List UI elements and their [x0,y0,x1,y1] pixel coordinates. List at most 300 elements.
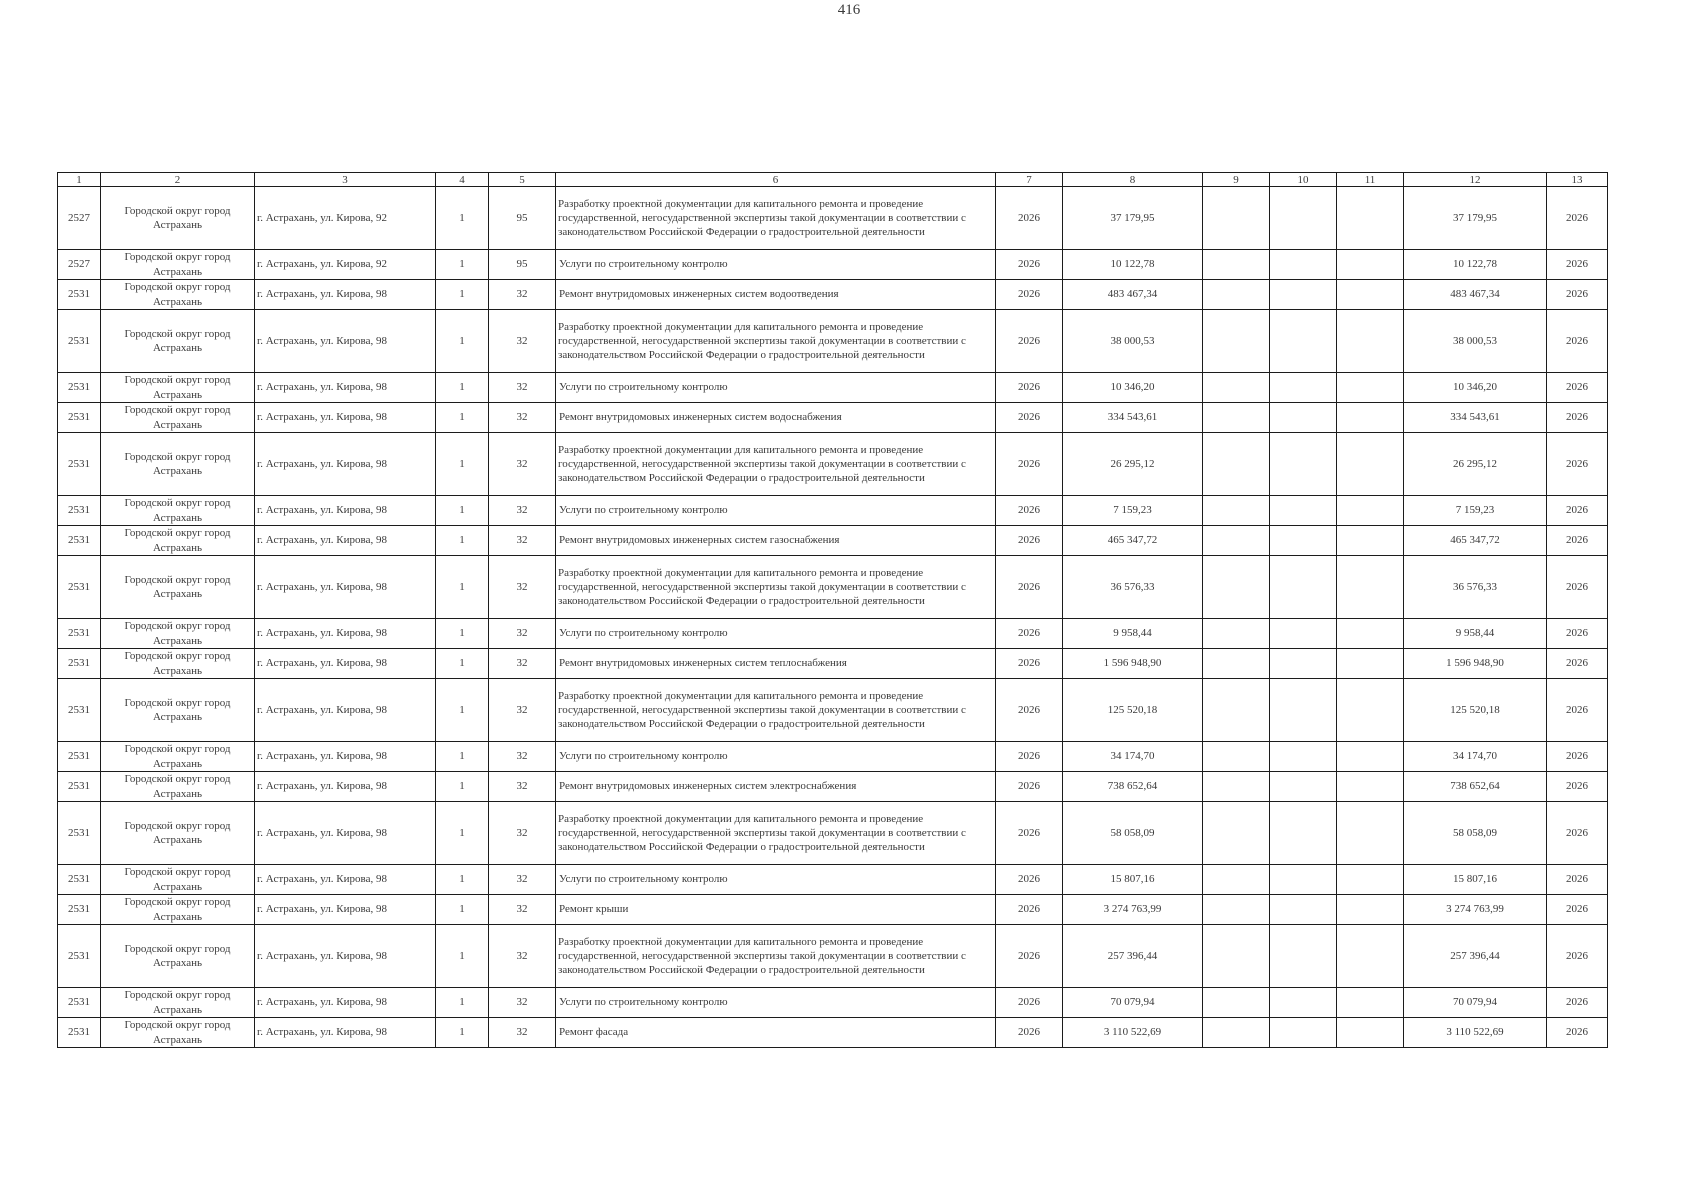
col13-cell: 2026 [1547,403,1608,433]
cost-cell: 36 576,33 [1063,556,1203,619]
col11-cell [1337,496,1404,526]
col11-cell [1337,1018,1404,1048]
cost-cell: 125 520,18 [1063,679,1203,742]
col5-cell: 32 [489,925,556,988]
municipality-cell: Городской округ город Астрахань [101,403,255,433]
work-type-cell: Услуги по строительному контролю [556,619,996,649]
col5-cell: 32 [489,280,556,310]
col10-cell [1270,433,1337,496]
col5-cell: 32 [489,865,556,895]
col13-cell: 2026 [1547,865,1608,895]
column-header: 10 [1270,173,1337,187]
col9-cell [1203,496,1270,526]
table-row [58,988,1608,1018]
col10-cell [1270,772,1337,802]
cost-cell: 70 079,94 [1063,988,1203,1018]
col10-cell [1270,865,1337,895]
column-header: 4 [436,173,489,187]
work-type-cell: Ремонт фасада [556,1018,996,1048]
address-cell: г. Астрахань, ул. Кирова, 98 [255,649,436,679]
year-cell: 2026 [996,187,1063,250]
year-cell: 2026 [996,1018,1063,1048]
row-id-cell: 2531 [58,310,101,373]
col12-cell: 15 807,16 [1404,865,1547,895]
work-type-cell: Ремонт внутридомовых инженерных систем электроснабжения [556,772,996,802]
col12-cell: 38 000,53 [1404,310,1547,373]
municipality-cell: Городской округ город Астрахань [101,1018,255,1048]
col5-cell: 32 [489,649,556,679]
municipality-cell: Городской округ город Астрахань [101,373,255,403]
col9-cell [1203,373,1270,403]
work-type-cell: Услуги по строительному контролю [556,988,996,1018]
col9-cell [1203,649,1270,679]
table-row [58,310,1608,373]
address-cell: г. Астрахань, ул. Кирова, 98 [255,526,436,556]
table-row [58,679,1608,742]
address-cell: г. Астрахань, ул. Кирова, 92 [255,250,436,280]
col10-cell [1270,802,1337,865]
address-cell: г. Астрахань, ул. Кирова, 98 [255,556,436,619]
address-cell: г. Астрахань, ул. Кирова, 98 [255,772,436,802]
municipality-cell: Городской округ город Астрахань [101,988,255,1018]
cost-cell: 1 596 948,90 [1063,649,1203,679]
col11-cell [1337,556,1404,619]
year-cell: 2026 [996,802,1063,865]
col4-cell: 1 [436,895,489,925]
table-row [58,556,1608,619]
table-body [58,187,1608,1048]
col11-cell [1337,925,1404,988]
col4-cell: 1 [436,310,489,373]
col13-cell: 2026 [1547,802,1608,865]
row-id-cell: 2527 [58,250,101,280]
col5-cell: 32 [489,556,556,619]
address-cell: г. Астрахань, ул. Кирова, 98 [255,373,436,403]
col12-cell: 37 179,95 [1404,187,1547,250]
cost-cell: 10 122,78 [1063,250,1203,280]
work-type-cell: Услуги по строительному контролю [556,250,996,280]
col4-cell: 1 [436,373,489,403]
municipality-cell: Городской округ город Астрахань [101,925,255,988]
col9-cell [1203,802,1270,865]
year-cell: 2026 [996,280,1063,310]
col13-cell: 2026 [1547,250,1608,280]
cost-cell: 257 396,44 [1063,925,1203,988]
year-cell: 2026 [996,865,1063,895]
table-row [58,865,1608,895]
col4-cell: 1 [436,988,489,1018]
column-header: 6 [556,173,996,187]
row-id-cell: 2531 [58,1018,101,1048]
row-id-cell: 2531 [58,772,101,802]
col4-cell: 1 [436,556,489,619]
col9-cell [1203,772,1270,802]
col10-cell [1270,496,1337,526]
col5-cell: 32 [489,433,556,496]
col12-cell: 70 079,94 [1404,988,1547,1018]
col12-cell: 7 159,23 [1404,496,1547,526]
work-type-cell: Ремонт внутридомовых инженерных систем водоотведения [556,280,996,310]
col13-cell: 2026 [1547,280,1608,310]
cost-cell: 37 179,95 [1063,187,1203,250]
col4-cell: 1 [436,679,489,742]
table-row [58,187,1608,250]
col10-cell [1270,925,1337,988]
col5-cell: 32 [489,526,556,556]
col10-cell [1270,187,1337,250]
col5-cell: 32 [489,403,556,433]
page-number: 416 [837,2,861,18]
col11-cell [1337,895,1404,925]
col9-cell [1203,895,1270,925]
column-header: 2 [101,173,255,187]
cost-cell: 3 110 522,69 [1063,1018,1203,1048]
municipality-cell: Городской округ город Астрахань [101,772,255,802]
work-type-cell: Ремонт внутридомовых инженерных систем теплоснабжения [556,649,996,679]
col4-cell: 1 [436,865,489,895]
cost-cell: 738 652,64 [1063,772,1203,802]
year-cell: 2026 [996,526,1063,556]
row-id-cell: 2531 [58,526,101,556]
cost-cell: 3 274 763,99 [1063,895,1203,925]
column-header: 11 [1337,173,1404,187]
col11-cell [1337,802,1404,865]
col12-cell: 34 174,70 [1404,742,1547,772]
cost-cell: 10 346,20 [1063,373,1203,403]
table-row [58,1018,1608,1048]
col12-cell: 334 543,61 [1404,403,1547,433]
column-header: 7 [996,173,1063,187]
municipality-cell: Городской округ город Астрахань [101,742,255,772]
cost-cell: 34 174,70 [1063,742,1203,772]
cost-cell: 9 958,44 [1063,619,1203,649]
municipality-cell: Городской округ город Астрахань [101,187,255,250]
col13-cell: 2026 [1547,988,1608,1018]
column-header: 12 [1404,173,1547,187]
year-cell: 2026 [996,649,1063,679]
col13-cell: 2026 [1547,1018,1608,1048]
col9-cell [1203,679,1270,742]
col10-cell [1270,619,1337,649]
col5-cell: 32 [489,988,556,1018]
col5-cell: 32 [489,772,556,802]
col9-cell [1203,526,1270,556]
col9-cell [1203,742,1270,772]
work-type-cell: Услуги по строительному контролю [556,373,996,403]
row-id-cell: 2531 [58,556,101,619]
address-cell: г. Астрахань, ул. Кирова, 98 [255,679,436,742]
work-type-cell: Ремонт внутридомовых инженерных систем водоснабжения [556,403,996,433]
table-row [58,496,1608,526]
col10-cell [1270,679,1337,742]
work-type-cell: Разработку проектной документации для капитального ремонта и проведение государственной, негосударственной экспертизы такой документации в соответствии с законодательством Российской Федерации о градостроительной деятельности [556,802,996,865]
col9-cell [1203,403,1270,433]
row-id-cell: 2531 [58,649,101,679]
municipality-cell: Городской округ город Астрахань [101,250,255,280]
col4-cell: 1 [436,187,489,250]
col5-cell: 32 [489,496,556,526]
column-header: 3 [255,173,436,187]
address-cell: г. Астрахань, ул. Кирова, 98 [255,925,436,988]
address-cell: г. Астрахань, ул. Кирова, 98 [255,742,436,772]
col11-cell [1337,742,1404,772]
col9-cell [1203,250,1270,280]
col9-cell [1203,310,1270,373]
col13-cell: 2026 [1547,619,1608,649]
column-header: 9 [1203,173,1270,187]
col5-cell: 32 [489,742,556,772]
year-cell: 2026 [996,679,1063,742]
address-cell: г. Астрахань, ул. Кирова, 98 [255,802,436,865]
year-cell: 2026 [996,373,1063,403]
col12-cell: 10 122,78 [1404,250,1547,280]
col4-cell: 1 [436,403,489,433]
cost-cell: 15 807,16 [1063,865,1203,895]
col13-cell: 2026 [1547,742,1608,772]
work-type-cell: Разработку проектной документации для капитального ремонта и проведение государственной, негосударственной экспертизы такой документации в соответствии с законодательством Российской Федерации о градостроительной деятельности [556,187,996,250]
col12-cell: 26 295,12 [1404,433,1547,496]
col4-cell: 1 [436,433,489,496]
col12-cell: 58 058,09 [1404,802,1547,865]
row-id-cell: 2531 [58,895,101,925]
col10-cell [1270,373,1337,403]
col11-cell [1337,280,1404,310]
col4-cell: 1 [436,772,489,802]
cost-cell: 58 058,09 [1063,802,1203,865]
col5-cell: 32 [489,802,556,865]
col11-cell [1337,373,1404,403]
municipality-cell: Городской округ город Астрахань [101,433,255,496]
col11-cell [1337,433,1404,496]
col5-cell: 32 [489,310,556,373]
year-cell: 2026 [996,742,1063,772]
address-cell: г. Астрахань, ул. Кирова, 92 [255,187,436,250]
col12-cell: 10 346,20 [1404,373,1547,403]
address-cell: г. Астрахань, ул. Кирова, 98 [255,280,436,310]
col9-cell [1203,925,1270,988]
col12-cell: 3 110 522,69 [1404,1018,1547,1048]
work-type-cell: Разработку проектной документации для капитального ремонта и проведение государственной, негосударственной экспертизы такой документации в соответствии с законодательством Российской Федерации о градостроительной деятельности [556,556,996,619]
year-cell: 2026 [996,895,1063,925]
col4-cell: 1 [436,1018,489,1048]
col10-cell [1270,403,1337,433]
year-cell: 2026 [996,619,1063,649]
table-row [58,619,1608,649]
table-row [58,649,1608,679]
cost-cell: 38 000,53 [1063,310,1203,373]
col13-cell: 2026 [1547,187,1608,250]
col11-cell [1337,310,1404,373]
address-cell: г. Астрахань, ул. Кирова, 98 [255,1018,436,1048]
year-cell: 2026 [996,310,1063,373]
table-row [58,925,1608,988]
col13-cell: 2026 [1547,556,1608,619]
col11-cell [1337,403,1404,433]
col13-cell: 2026 [1547,679,1608,742]
address-cell: г. Астрахань, ул. Кирова, 98 [255,619,436,649]
row-id-cell: 2531 [58,619,101,649]
year-cell: 2026 [996,433,1063,496]
municipality-cell: Городской округ город Астрахань [101,619,255,649]
table-row [58,373,1608,403]
row-id-cell: 2531 [58,865,101,895]
col5-cell: 95 [489,250,556,280]
col11-cell [1337,619,1404,649]
col9-cell [1203,619,1270,649]
col5-cell: 32 [489,373,556,403]
col4-cell: 1 [436,742,489,772]
municipality-cell: Городской округ город Астрахань [101,526,255,556]
col12-cell: 125 520,18 [1404,679,1547,742]
col11-cell [1337,649,1404,679]
col13-cell: 2026 [1547,895,1608,925]
address-cell: г. Астрахань, ул. Кирова, 98 [255,310,436,373]
row-id-cell: 2531 [58,280,101,310]
cost-cell: 26 295,12 [1063,433,1203,496]
col9-cell [1203,1018,1270,1048]
cost-cell: 334 543,61 [1063,403,1203,433]
col11-cell [1337,865,1404,895]
col10-cell [1270,280,1337,310]
col5-cell: 32 [489,1018,556,1048]
table-row [58,802,1608,865]
column-header: 1 [58,173,101,187]
col13-cell: 2026 [1547,310,1608,373]
table-row [58,772,1608,802]
col4-cell: 1 [436,649,489,679]
municipality-cell: Городской округ город Астрахань [101,496,255,526]
col4-cell: 1 [436,526,489,556]
col11-cell [1337,526,1404,556]
col10-cell [1270,250,1337,280]
col13-cell: 2026 [1547,433,1608,496]
work-type-cell: Разработку проектной документации для капитального ремонта и проведение государственной, негосударственной экспертизы такой документации в соответствии с законодательством Российской Федерации о градостроительной деятельности [556,310,996,373]
col9-cell [1203,280,1270,310]
address-cell: г. Астрахань, ул. Кирова, 98 [255,895,436,925]
work-type-cell: Услуги по строительному контролю [556,496,996,526]
municipality-cell: Городской округ город Астрахань [101,679,255,742]
col4-cell: 1 [436,250,489,280]
table-row [58,526,1608,556]
work-type-cell: Разработку проектной документации для капитального ремонта и проведение государственной, негосударственной экспертизы такой документации в соответствии с законодательством Российской Федерации о градостроительной деятельности [556,679,996,742]
col12-cell: 738 652,64 [1404,772,1547,802]
col12-cell: 9 958,44 [1404,619,1547,649]
municipality-cell: Городской округ город Астрахань [101,802,255,865]
row-id-cell: 2531 [58,742,101,772]
cost-cell: 483 467,34 [1063,280,1203,310]
col11-cell [1337,988,1404,1018]
col11-cell [1337,187,1404,250]
row-id-cell: 2531 [58,433,101,496]
table-row [58,895,1608,925]
col13-cell: 2026 [1547,772,1608,802]
col13-cell: 2026 [1547,373,1608,403]
col10-cell [1270,526,1337,556]
table-row [58,742,1608,772]
row-id-cell: 2531 [58,373,101,403]
col9-cell [1203,556,1270,619]
municipality-cell: Городской округ город Астрахань [101,556,255,619]
col13-cell: 2026 [1547,526,1608,556]
work-type-cell: Услуги по строительному контролю [556,742,996,772]
address-cell: г. Астрахань, ул. Кирова, 98 [255,496,436,526]
capital-repair-table [57,172,1608,1048]
address-cell: г. Астрахань, ул. Кирова, 98 [255,865,436,895]
cost-cell: 465 347,72 [1063,526,1203,556]
col10-cell [1270,895,1337,925]
col13-cell: 2026 [1547,649,1608,679]
row-id-cell: 2531 [58,403,101,433]
work-type-cell: Услуги по строительному контролю [556,865,996,895]
table-row [58,280,1608,310]
col10-cell [1270,556,1337,619]
col5-cell: 32 [489,895,556,925]
col10-cell [1270,988,1337,1018]
year-cell: 2026 [996,496,1063,526]
col13-cell: 2026 [1547,925,1608,988]
column-header: 8 [1063,173,1203,187]
work-type-cell: Разработку проектной документации для капитального ремонта и проведение государственной, негосударственной экспертизы такой документации в соответствии с законодательством Российской Федерации о градостроительной деятельности [556,925,996,988]
table-row [58,250,1608,280]
col9-cell [1203,187,1270,250]
column-header: 5 [489,173,556,187]
col5-cell: 32 [489,679,556,742]
col4-cell: 1 [436,280,489,310]
municipality-cell: Городской округ город Астрахань [101,310,255,373]
col5-cell: 32 [489,619,556,649]
row-id-cell: 2531 [58,988,101,1018]
col10-cell [1270,649,1337,679]
col12-cell: 483 467,34 [1404,280,1547,310]
col9-cell [1203,433,1270,496]
municipality-cell: Городской округ город Астрахань [101,865,255,895]
table-row [58,433,1608,496]
col11-cell [1337,250,1404,280]
col10-cell [1270,1018,1337,1048]
row-id-cell: 2531 [58,802,101,865]
row-id-cell: 2531 [58,679,101,742]
col10-cell [1270,742,1337,772]
col11-cell [1337,772,1404,802]
work-type-cell: Разработку проектной документации для капитального ремонта и проведение государственной, негосударственной экспертизы такой документации в соответствии с законодательством Российской Федерации о градостроительной деятельности [556,433,996,496]
year-cell: 2026 [996,772,1063,802]
municipality-cell: Городской округ город Астрахань [101,280,255,310]
year-cell: 2026 [996,988,1063,1018]
year-cell: 2026 [996,250,1063,280]
year-cell: 2026 [996,925,1063,988]
row-id-cell: 2531 [58,496,101,526]
table-row [58,403,1608,433]
col12-cell: 257 396,44 [1404,925,1547,988]
col12-cell: 36 576,33 [1404,556,1547,619]
col4-cell: 1 [436,802,489,865]
col4-cell: 1 [436,925,489,988]
col9-cell [1203,988,1270,1018]
address-cell: г. Астрахань, ул. Кирова, 98 [255,433,436,496]
col9-cell [1203,865,1270,895]
col12-cell: 1 596 948,90 [1404,649,1547,679]
year-cell: 2026 [996,556,1063,619]
column-number-row [58,173,1608,187]
col11-cell [1337,679,1404,742]
column-header: 13 [1547,173,1608,187]
work-type-cell: Ремонт внутридомовых инженерных систем газоснабжения [556,526,996,556]
col12-cell: 3 274 763,99 [1404,895,1547,925]
col10-cell [1270,310,1337,373]
municipality-cell: Городской округ город Астрахань [101,649,255,679]
address-cell: г. Астрахань, ул. Кирова, 98 [255,403,436,433]
row-id-cell: 2531 [58,925,101,988]
